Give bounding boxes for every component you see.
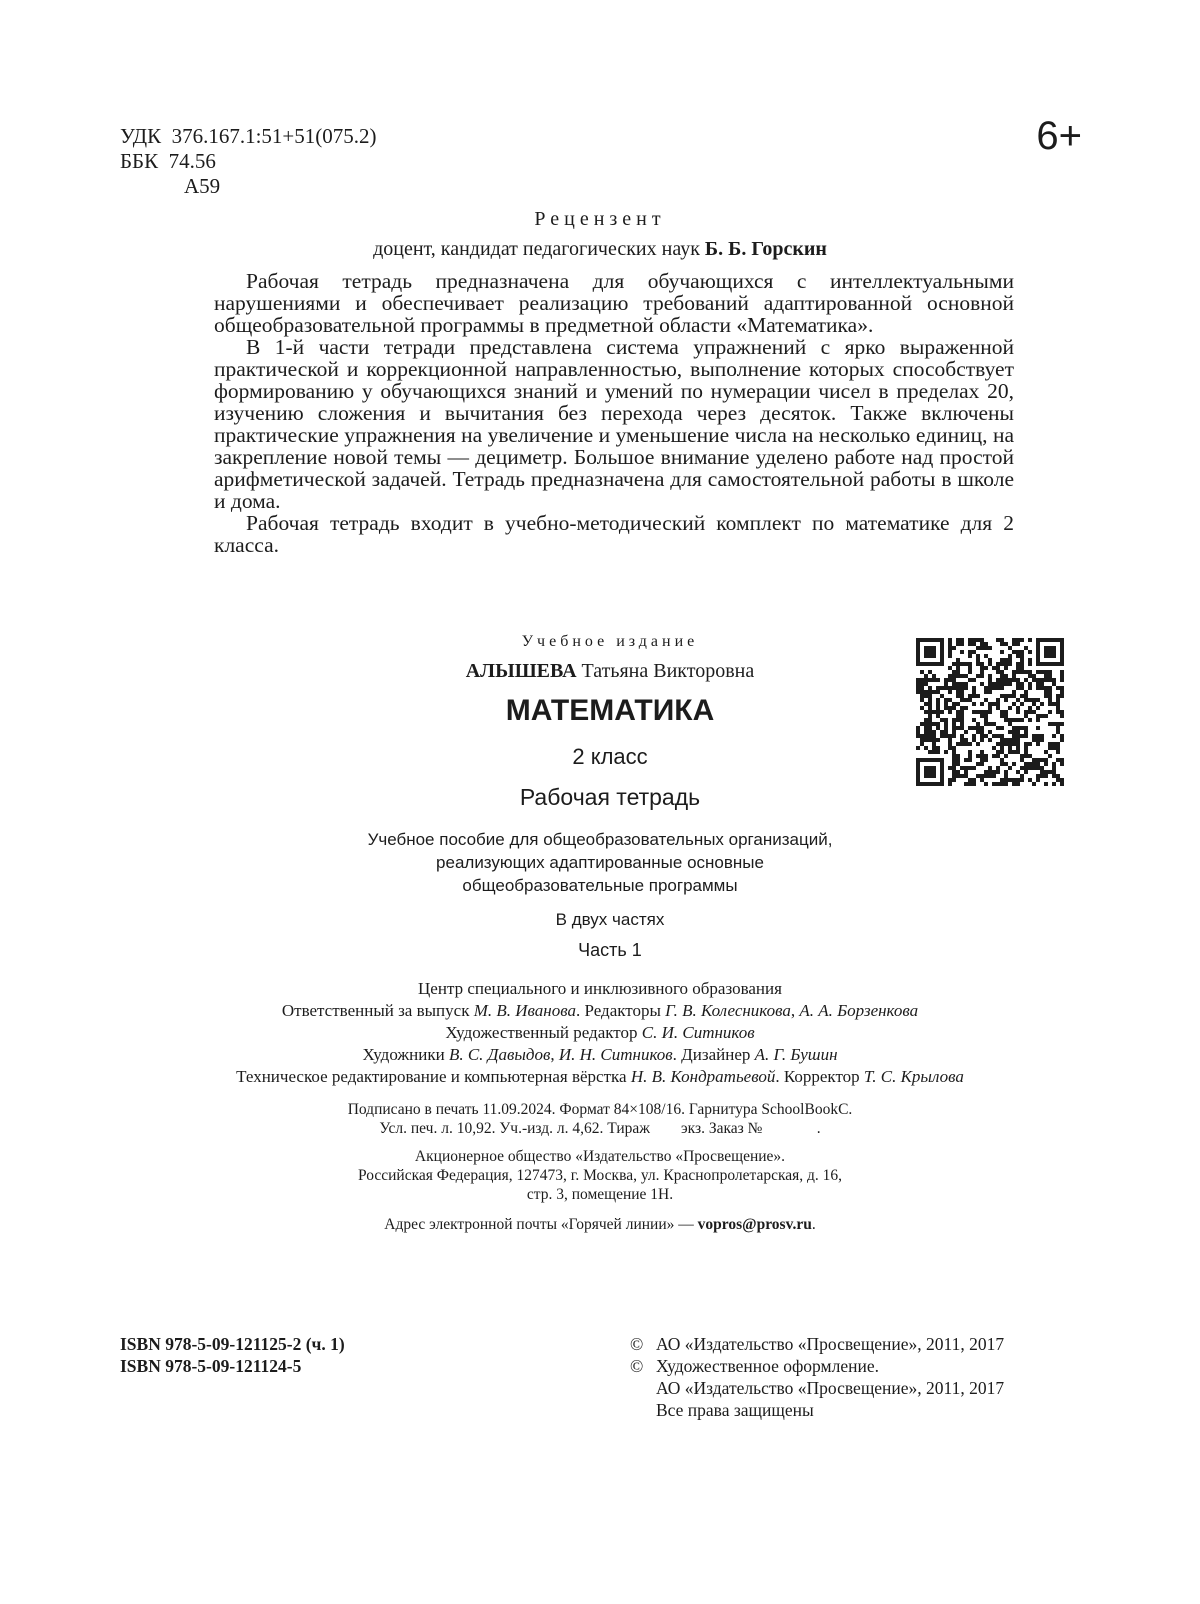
copyright-block <box>630 1333 1084 1421</box>
grade: 2 класс <box>572 744 648 769</box>
responsible-editors-line: Ответственный за выпуск М. В. Иванова. Редакторы Г. В. Колесникова, А. А. Борзенкова <box>281 1001 919 1020</box>
reviewer-line <box>0 238 1200 261</box>
qr-code-icon[interactable] <box>916 638 1064 786</box>
tech-name: Н. В. Кондратьевой <box>630 1067 776 1086</box>
print-line: Усл. печ. л. 10,92. Уч.-изд. л. 4,62. Тираж экз. Заказ № . <box>379 1120 821 1137</box>
responsible-name: М. В. Иванова <box>473 1001 576 1020</box>
udk-code: УДК 376.167.1:51+51(075.2) <box>120 124 377 148</box>
editors-label: Редакторы <box>584 1001 661 1020</box>
parts-count: В двух частях <box>555 910 665 929</box>
print-line: Подписано в печать 11.09.2024. Формат 84×108/16. Гарнитура SchoolBookC. <box>347 1101 853 1118</box>
artist-name: И. Н. Ситников <box>558 1045 673 1064</box>
copyright-line: АО «Издательство «Просвещение», 2011, 2017 <box>656 1378 1005 1398</box>
aid-line: реализующих адаптированные основные <box>436 853 764 872</box>
proofreader-label: Корректор <box>783 1067 860 1086</box>
publisher-line: стр. 3, помещение 1Н. <box>526 1186 674 1203</box>
reviewer-label: Рецензент <box>534 208 666 230</box>
art-editor-line <box>100 1022 1100 1044</box>
edition-type: Учебное издание <box>521 633 699 650</box>
hotline-email: Адрес электронной почты «Горячей линии» — vopros@prosv.ru. <box>384 1216 816 1233</box>
responsible-label: Ответственный за выпуск <box>281 1001 470 1020</box>
isbn-block <box>120 1333 345 1377</box>
annotation <box>214 270 1014 556</box>
bbk-code: ББК 74.56 <box>120 149 216 173</box>
email-link[interactable]: vopros@prosv.ru <box>697 1216 812 1233</box>
credits <box>100 978 1100 1088</box>
reviewer-name: Б. Б. Горскин <box>704 238 827 260</box>
aid-description <box>200 828 1000 897</box>
copyright-line: Художественное оформление. <box>656 1356 879 1376</box>
isbn-set: ISBN 978-5-09-121124-5 <box>120 1356 302 1376</box>
annotation-paragraph: В 1-й части тетради представлена система упражнений с ярко выраженной практической и коррекционной направленностью, выполнение которых способствует формированию у обучающихся знаний и умений по нумерации чисел в пределах 20, изучению сложения и вычитания без перехода через десяток. Также включены практические упражнения на увеличение и уменьшение числа на несколько единиц, на закрепление новой темы — дециметр. Большое внимание уделено работе над простой арифметической задачей. Тетрадь предназначена для самостоятельной работы в школе и дома. <box>214 335 1014 513</box>
author-mark: А59 <box>184 174 221 198</box>
reviewer-position: доцент, кандидат педагогических наук <box>373 238 700 260</box>
part-number: Часть 1 <box>578 940 642 960</box>
publisher-line: Акционерное общество «Издательство «Просвещение». <box>414 1148 786 1165</box>
author-given-name: Татьяна Викторовна <box>581 660 755 682</box>
print-info <box>150 1100 1050 1204</box>
tech-label: Техническое редактирование и компьютерная вёрстка <box>236 1067 627 1086</box>
artists-label: Художники <box>362 1045 445 1064</box>
email-label: Адрес электронной почты «Горячей линии» — <box>384 1216 694 1233</box>
center-name: Центр специального и инклюзивного образования <box>418 979 782 998</box>
designer-label: Дизайнер <box>681 1045 751 1064</box>
copyright-icon: © <box>630 1334 644 1354</box>
designer-name: А. Г. Бушин <box>754 1045 838 1064</box>
qr-modules <box>916 638 1064 786</box>
tech-line: Техническое редактирование и компьютерная вёрстка Н. В. Кондратьевой. Корректор Т. С. Крылова <box>236 1067 964 1086</box>
author-surname: АЛЫШЕВА <box>465 660 577 682</box>
isbn-part: ISBN 978-5-09-121125-2 (ч. 1) <box>120 1334 345 1354</box>
rights-reserved: Все права защищены <box>656 1400 814 1420</box>
art-editor-label: Художественный редактор <box>445 1023 638 1042</box>
copyright-line: АО «Издательство «Просвещение», 2011, 2017 <box>656 1334 1005 1354</box>
editor-name: Г. В. Колесникова <box>665 1001 791 1020</box>
artists-line: Художники В. С. Давыдов, И. Н. Ситников. Дизайнер А. Г. Бушин <box>362 1045 838 1064</box>
copyright-icon: © <box>630 1356 644 1376</box>
book-title: МАТЕМАТИКА <box>505 694 715 727</box>
author <box>300 660 920 683</box>
catalog-codes <box>120 124 377 199</box>
proofreader-name: Т. С. Крылова <box>863 1067 964 1086</box>
publisher-line: Российская Федерация, 127473, г. Москва, ул. Краснопролетарская, д. 16, <box>357 1167 843 1184</box>
art-editor-name: С. И. Ситников <box>641 1023 755 1042</box>
aid-line: общеобразовательные программы <box>462 876 738 895</box>
age-rating: 6+ <box>1036 114 1082 158</box>
artist-name: В. С. Давыдов <box>448 1045 551 1064</box>
book-type: Рабочая тетрадь <box>519 784 701 810</box>
annotation-paragraph: Рабочая тетрадь предназначена для обучающихся с интеллектуальными нарушениями и обеспечивает реализацию требований адаптированной основной общеобразовательной программы в предметной области «Математика». <box>214 269 1014 337</box>
aid-line: Учебное пособие для общеобразовательных организаций, <box>367 830 833 849</box>
annotation-paragraph: Рабочая тетрадь входит в учебно-методический комплект по математике для 2 класса. <box>214 511 1014 557</box>
editor-name: А. А. Борзенкова <box>799 1001 919 1020</box>
